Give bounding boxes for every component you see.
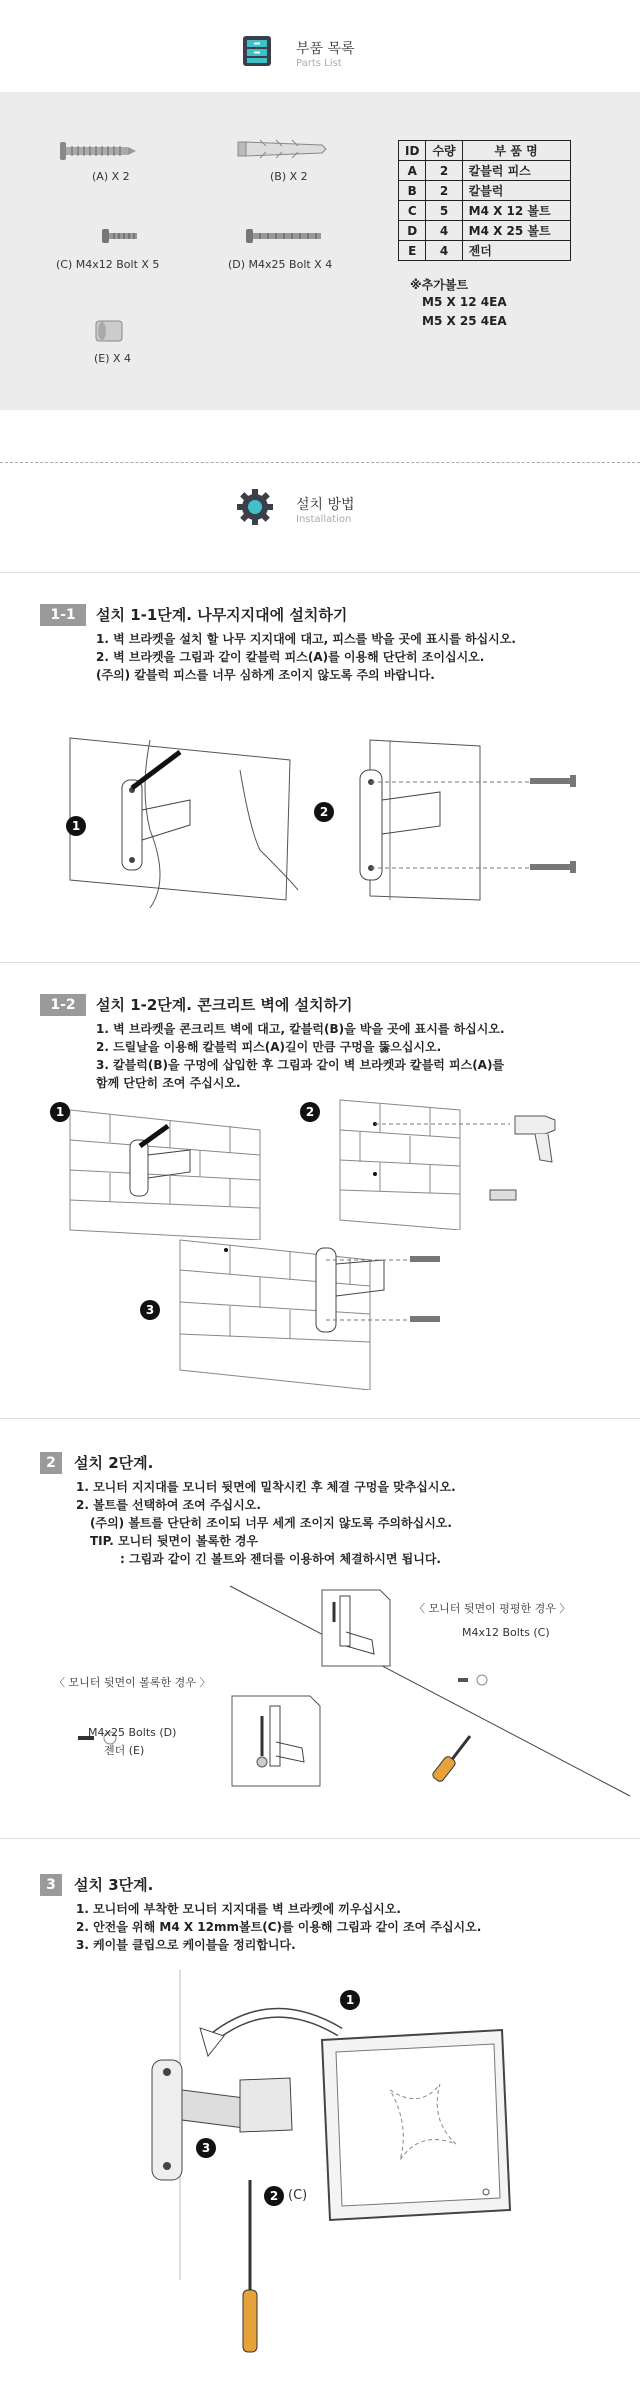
table-cell: 칼블럭 피스 — [462, 161, 570, 181]
screw-a-image — [58, 138, 138, 164]
bolt-d-image — [244, 226, 324, 246]
table-row — [399, 221, 571, 241]
step-2-line: 2. 볼트를 선택하여 조여 주십시오. — [76, 1498, 261, 1512]
install-title: 설치 방법 — [296, 497, 355, 513]
step-3-line: 2. 안전을 위해 M4 X 12mm볼트(C)를 이용해 그림과 같이 조여 주십시오. — [76, 1920, 482, 1934]
flat-back-bolts: M4x12 Bolts (C) — [462, 1626, 550, 1639]
step-2-title: 설치 2단계. — [74, 1454, 154, 1472]
table-header: ID — [399, 141, 426, 161]
step-2-line: (주의) 볼트를 단단히 조이되 너무 세게 조이지 않도록 주의하십시오. — [90, 1516, 452, 1530]
install-subtitle: Installation — [296, 514, 352, 525]
table-cell: 4 — [426, 241, 462, 261]
extra-bolts-title: ※추가볼트 — [410, 278, 469, 292]
step-1-2-line: 1. 벽 브라켓을 콘크리트 벽에 대고, 칼블럭(B)을 박을 곳에 표시를 하십시오. — [96, 1022, 505, 1036]
step-1-2-line: 3. 칼블럭(B)을 구멍에 삽입한 후 그림과 같이 벽 브라켓과 칼블럭 피스(A)를 — [96, 1058, 505, 1072]
figure-number: 1 — [50, 1102, 70, 1122]
parts-table — [398, 140, 571, 261]
table-row — [399, 241, 571, 261]
table-cell: 5 — [426, 201, 462, 221]
part-b-label: (B) X 2 — [270, 170, 308, 183]
step-1-1-line: 2. 벽 브라켓을 그림과 같이 칼블럭 피스(A)를 이용해 단단히 조이십시오. — [96, 650, 485, 664]
table-header: 수량 — [426, 141, 462, 161]
figure-number: 3 — [140, 1300, 160, 1320]
table-cell: E — [399, 241, 426, 261]
table-cell: 젠더 — [462, 241, 570, 261]
step-2-line: 1. 모니터 지지대를 모니터 뒷면에 밀착시킨 후 체결 구멍을 맞추십시오. — [76, 1480, 456, 1494]
divider — [0, 1838, 640, 1839]
step-3-badge: 3 — [40, 1874, 62, 1896]
figure-number: 2 — [264, 2186, 284, 2206]
bolt-c-reference: (C) — [288, 2188, 308, 2203]
step-2-badge: 2 — [40, 1452, 62, 1474]
convex-back-bolts: M4x25 Bolts (D) — [88, 1726, 177, 1739]
table-cell: D — [399, 221, 426, 241]
figure-number: 1 — [340, 1990, 360, 2010]
step-1-1-title: 설치 1-1단계. 나무지지대에 설치하기 — [96, 606, 348, 624]
brick-wall-illustration-1 — [60, 1100, 280, 1240]
table-cell: 칼블럭 — [462, 181, 570, 201]
figure-number: 3 — [196, 2138, 216, 2158]
table-cell: C — [399, 201, 426, 221]
table-cell: B — [399, 181, 426, 201]
step-2-line: : 그림과 같이 긴 볼트와 젠더를 이용하여 체결하시면 됩니다. — [120, 1552, 441, 1566]
brick-wall-illustration-2 — [330, 1090, 600, 1230]
gear-icon — [236, 488, 274, 526]
step-1-2-line: 함께 단단히 조여 주십시오. — [96, 1076, 241, 1090]
step-1-2-title: 설치 1-2단계. 콘크리트 벽에 설치하기 — [96, 996, 353, 1014]
divider — [0, 572, 640, 573]
step-3-title: 설치 3단계. — [74, 1876, 154, 1894]
step-3-line: 3. 케이블 클립으로 케이블을 정리합니다. — [76, 1938, 296, 1952]
step-1-2-line: 2. 드릴날을 이용해 칼블럭 피스(A)길이 만큼 구멍을 뚫으십시오. — [96, 1040, 442, 1054]
part-d-label: (D) M4x25 Bolt X 4 — [228, 258, 333, 271]
divider — [0, 962, 640, 963]
parts-subtitle: Parts List — [296, 58, 342, 69]
wood-support-illustration-1 — [60, 730, 300, 910]
table-cell: 2 — [426, 181, 462, 201]
table-header: 부 품 명 — [462, 141, 570, 161]
table-cell: M4 X 12 볼트 — [462, 201, 570, 221]
wood-support-illustration-2 — [330, 730, 590, 910]
part-a-label: (A) X 2 — [92, 170, 130, 183]
figure-number: 2 — [314, 802, 334, 822]
anchor-b-image — [236, 134, 328, 164]
part-c-label: (C) M4x12 Bolt X 5 — [56, 258, 160, 271]
gender-e-image — [94, 318, 124, 344]
figure-number: 2 — [300, 1102, 320, 1122]
bolt-c-image — [100, 226, 140, 246]
table-cell: A — [399, 161, 426, 181]
step-1-1-line: 1. 벽 브라켓을 설치 할 나무 지지대에 대고, 피스를 박을 곳에 표시를 하십시오. — [96, 632, 516, 646]
figure-number: 1 — [66, 816, 86, 836]
table-cell: 4 — [426, 221, 462, 241]
parts-title: 부품 목록 — [296, 41, 355, 57]
table-row — [399, 181, 571, 201]
step-3-line: 1. 모니터에 부착한 모니터 지지대를 벽 브라켓에 끼우십시오. — [76, 1902, 401, 1916]
brick-wall-illustration-3 — [160, 1220, 460, 1390]
table-row — [399, 161, 571, 181]
convex-back-caption: 〈 모니터 뒷면이 볼록한 경우 〉 — [54, 1676, 211, 1689]
flat-back-caption: 〈 모니터 뒷면이 평평한 경우 〉 — [414, 1602, 571, 1615]
extra-bolts-line1: M5 X 12 4EA — [422, 295, 507, 309]
table-cell: M4 X 25 볼트 — [462, 221, 570, 241]
extra-bolts-line2: M5 X 25 4EA — [422, 314, 507, 328]
section-separator — [0, 462, 640, 463]
table-header-row — [399, 141, 571, 161]
mount-monitor-illustration — [90, 1960, 530, 2380]
step-1-2-badge: 1-2 — [40, 994, 86, 1016]
table-cell: 2 — [426, 161, 462, 181]
convex-back-gender: 젠더 (E) — [104, 1744, 145, 1757]
table-row — [399, 201, 571, 221]
step-2-line: TIP. 모니터 뒷면이 볼록한 경우 — [90, 1534, 259, 1548]
cabinet-icon — [240, 34, 274, 68]
step-1-1-line: (주의) 칼블럭 피스를 너무 심하게 조이지 않도록 주의 바랍니다. — [96, 668, 435, 682]
step-1-1-badge: 1-1 — [40, 604, 86, 626]
part-e-label: (E) X 4 — [94, 352, 132, 365]
divider — [0, 1418, 640, 1419]
